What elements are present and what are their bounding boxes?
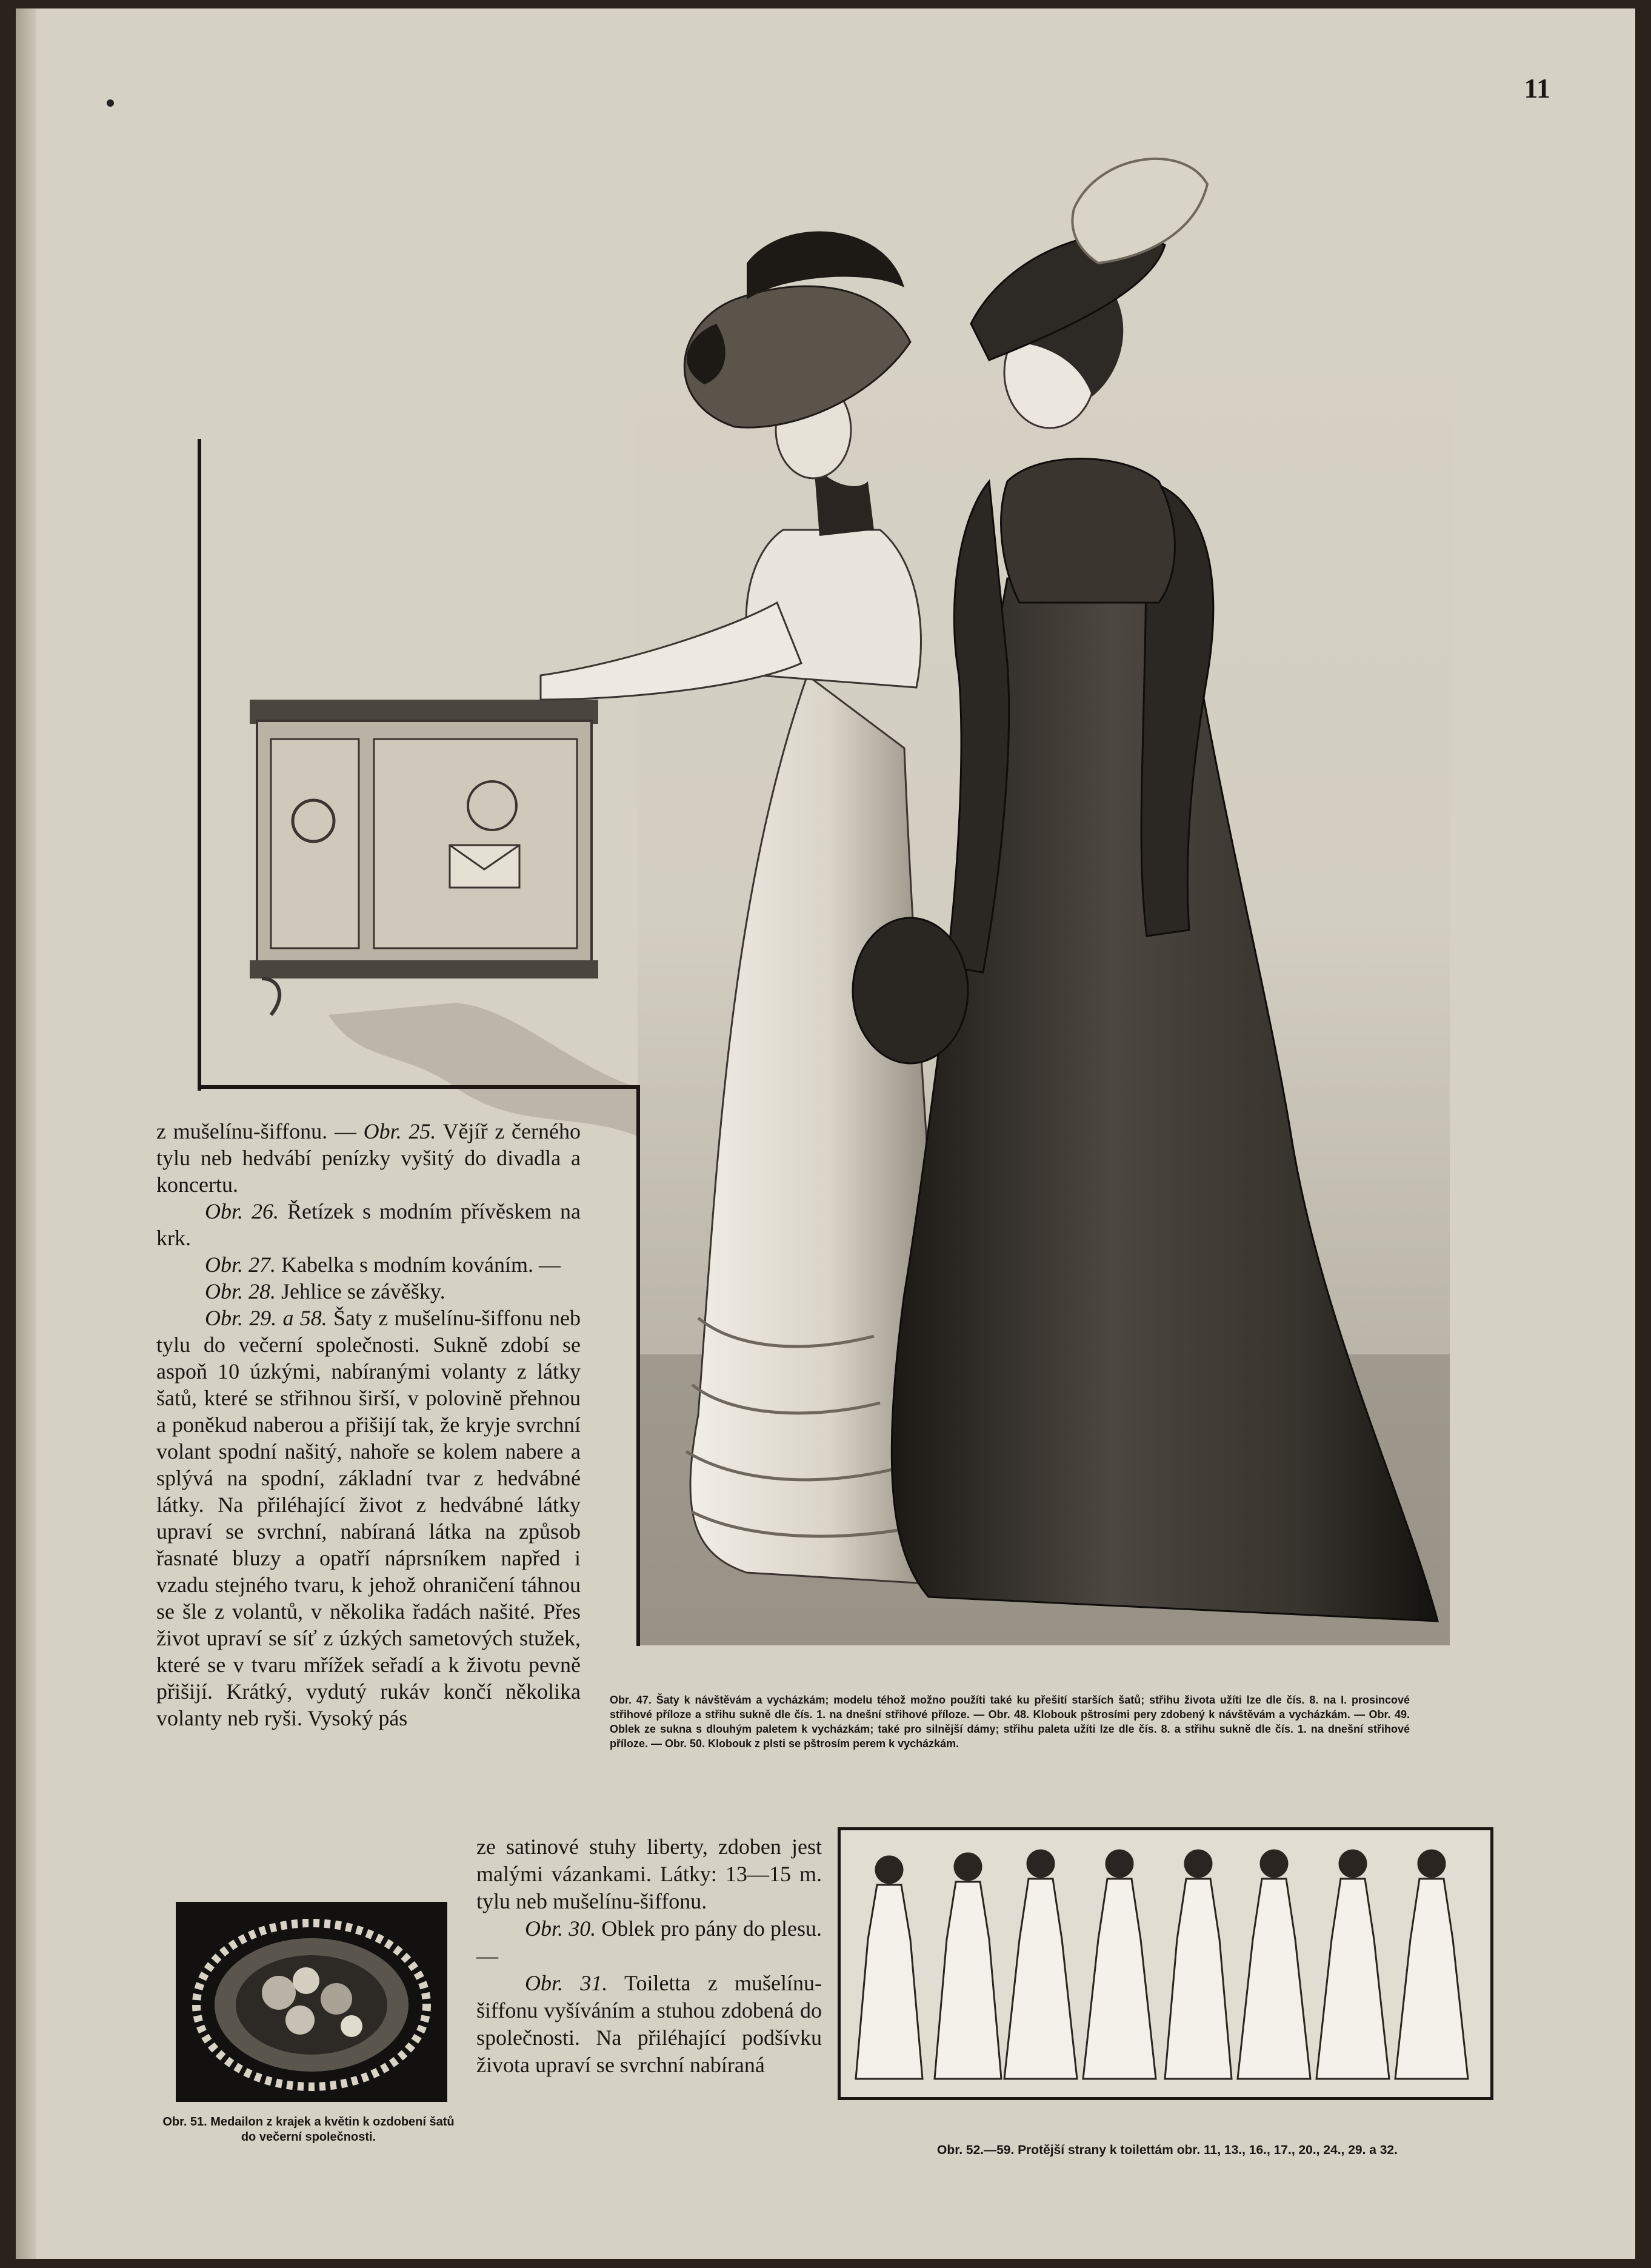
- caption-figure-51: Obr. 51. Medailon z krajek a květin k ozdobení šatů do večerní společnosti.: [162, 2115, 455, 2144]
- figure-reference: Obr. 25.: [363, 1119, 436, 1143]
- figure-reference: Obr. 27.: [205, 1253, 276, 1277]
- text-run: Jehlice se závěšky.: [276, 1279, 445, 1303]
- figure-reference: Obr. 28.: [205, 1279, 276, 1303]
- back-view-figure: [1238, 1850, 1310, 2079]
- binding-gutter: [16, 8, 36, 2259]
- text-run: Kabelka s modním kováním. —: [276, 1253, 561, 1277]
- text-run: Toiletta z mušelínu-šiffonu vyšíváním a stuhou zdobená do společnosti. Na přiléhající podšívku života upraví se svrchní nabíraná: [476, 1971, 822, 2077]
- text-run: Oblek pro pány do plesu. —: [476, 1916, 822, 1968]
- paragraph-1: [156, 1118, 581, 1198]
- back-views-illustration: [841, 1830, 1490, 2097]
- figure-reference: Obr. 30.: [525, 1916, 596, 1941]
- paragraph-6: [476, 1833, 822, 1915]
- paragraph-2: [156, 1198, 581, 1251]
- medallion-illustration: [176, 1902, 447, 2102]
- figure-reference: Obr. 29. a 58.: [205, 1306, 327, 1330]
- magazine-page: [16, 8, 1635, 2259]
- text-run: Řetízek s modním přívěskem na krk.: [156, 1199, 581, 1250]
- back-view-figure: [1165, 1850, 1232, 2079]
- article-text-column: [156, 1118, 581, 1731]
- figures-52-59-box: [838, 1827, 1493, 2100]
- paragraph-8: [476, 1970, 822, 2079]
- paragraph-4: [156, 1278, 581, 1305]
- illustration-frame-bottom: [198, 1085, 640, 1089]
- caption-figures-47-50: Obr. 47. Šaty k návštěvám a vycházkám; modelu téhož možno použíti také ku přešití starších šatů; střihu života užíti lze dle čís. 8. na I. prosincové střihové příloze a střihu sukně dle čís. 1. na dnešní střihové příloze. — Obr. 48. Klobouk pštrosími pery zdobený k návštěvám a vycházkám. — Obr. 49. Oblek ze sukna s dlouhým paletem k vycházkám; také pro silnější dámy; střihu paleta užíti lze dle čís. 8. a střihu sukně dle čís. 1. na dnešní střihové příloze. — Obr. 50. Klobouk z plsti se pštrosím perem k vycházkám.: [610, 1694, 1410, 1750]
- text-run: ze satinové stuhy liberty, zdoben jest malými vázankami. Látky: 13—15 m. tylu neb mušelínu-šiffonu.: [476, 1835, 822, 1913]
- back-view-figure: [856, 1856, 922, 2079]
- article-text-continuation: [476, 1833, 822, 2079]
- paragraph-3: [156, 1251, 581, 1278]
- paragraph-7: [476, 1915, 822, 1970]
- back-view-figure: [1083, 1850, 1156, 2079]
- mailbox: [250, 700, 638, 1136]
- back-view-figure: [1395, 1850, 1468, 2079]
- ink-dot: [107, 99, 114, 107]
- illustration-frame-left: [198, 439, 201, 1091]
- caption-figures-52-59: Obr. 52.—59. Protější strany k toilettám obr. 11, 13., 16., 17., 20., 24., 29. a 32.: [937, 2143, 1398, 2157]
- text-run: Vějíř z černého tylu neb hedvábí penízky vyšitý do divadla a koncertu.: [156, 1119, 581, 1197]
- page-number: 11: [1524, 73, 1550, 104]
- back-view-figure: [935, 1853, 1001, 2079]
- figure-reference: Obr. 26.: [205, 1199, 279, 1223]
- back-view-figure: [1316, 1850, 1389, 2079]
- back-view-figure: [1004, 1850, 1077, 2079]
- text-run: z mušelínu-šiffonu. —: [156, 1119, 364, 1143]
- paragraph-5: [156, 1305, 581, 1731]
- text-run: Šaty z mušelínu-šiffonu neb tylu do večerní společnosti. Sukně zdobí se aspoň 10 úzkými, nabíranými volanty z látky šatů, které se střihnou širší, v polovině přehnou a poněkud naberou a přišijí tak, že kryje svrchní volant spodní našitý, nahoře se kolem nabere a splývá na spodní, základní tvar z hedvábné látky. Na přiléhající život z hedvábné látky upraví se svrchní, nabíraná látka na způsob řasnaté bluzy a opatří náprsníkem napřed i vzadu stejného tvaru, k jehož ohraničení táhnou se šle z volantů, v několika řadách našité. Přes život upraví se síť z úzkých sametových stužek, které se v tvaru mřížek seřadí a k životu pevně přišijí. Krátký, vydutý rukáv končí několika volanty neb ryši. Vysoký pás: [156, 1306, 581, 1730]
- figure-reference: Obr. 31.: [525, 1971, 608, 1995]
- illustration-frame-right: [636, 1085, 640, 1646]
